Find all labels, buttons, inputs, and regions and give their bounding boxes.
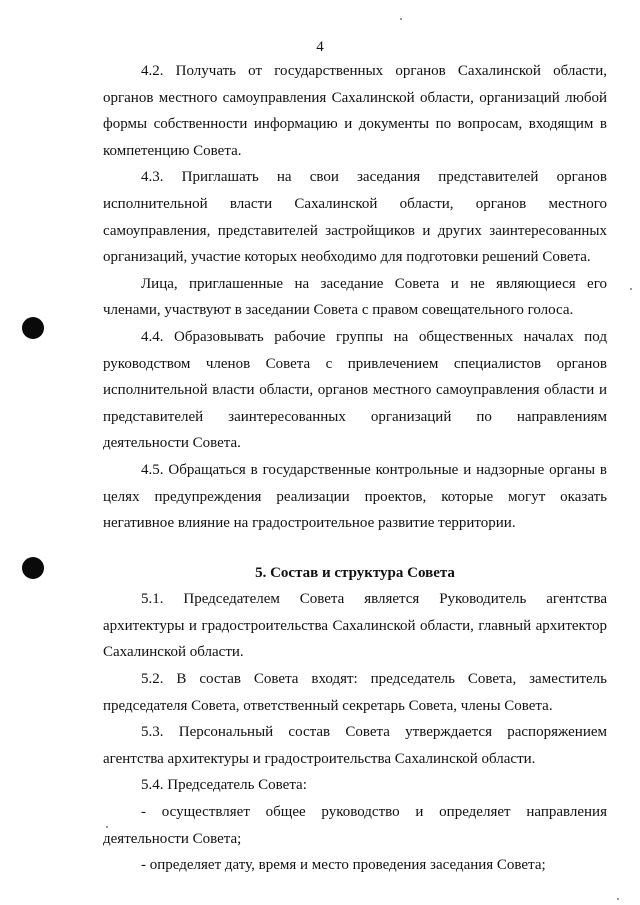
paragraph-4-5: 4.5. Обращаться в государственные контрольные и надзорные органы в целях предупреждения реализации проектов, которые могут оказать негативное влияние на градостроительное развитие территории. xyxy=(103,461,607,532)
document-body xyxy=(103,58,607,879)
paragraph-5-2: 5.2. В состав Совета входят: председатель Совета, заместитель председателя Совета, ответственный секретарь Совета, члены Совета. xyxy=(103,671,607,714)
section-heading: 5. Состав и структура Совета xyxy=(255,564,455,581)
scan-speck xyxy=(400,18,402,20)
paragraph-5-4: 5.4. Председатель Совета: xyxy=(141,777,307,794)
paragraph-invited-persons: Лица, приглашенные на заседание Совета и не являющиеся его членами, участвуют в заседании Совета с правом совещательного голоса. xyxy=(103,275,607,319)
paragraph-5-3: 5.3. Персональный состав Совета утверждается распоряжением агентства архитектуры и градостроительства Сахалинской области. xyxy=(103,724,607,767)
page-number: 4 xyxy=(316,39,324,55)
paragraph-4-2: 4.2. Получать от государственных органов Сахалинской области, органов местного самоуправления Сахалинской области, организаций любой формы собственности информацию и документы по вопросам, входящим в компетенцию Совета. xyxy=(103,63,607,159)
scan-speck xyxy=(617,898,619,900)
punch-hole xyxy=(22,557,44,579)
paragraph-5-1: 5.1. Председателем Совета является Руководитель агентства архитектуры и градостроительства Сахалинской области, главный архитектор Сахалинской области. xyxy=(103,591,607,661)
list-item-meeting-date: - определяет дату, время и место проведения заседания Совета; xyxy=(141,857,546,874)
punch-hole xyxy=(22,317,44,339)
paragraph-4-3: 4.3. Приглашать на свои заседания представителей органов исполнительной власти Сахалинской области, органов местного самоуправления, представителей застройщиков и других заинтересованных организаций, участие которых необходимо для подготовки решений Совета. xyxy=(103,169,607,266)
list-item-general-management: - осуществляет общее руководство и определяет направления деятельности Совета; xyxy=(103,804,607,847)
scan-speck xyxy=(630,288,632,290)
paragraph-4-4: 4.4. Образовывать рабочие группы на общественных началах под руководством членов Совета с привлечением специалистов органов исполнительной власти области, органов местного самоуправления области и представителей заинтересованных организаций по направлениям деятельности Совета. xyxy=(103,328,607,452)
